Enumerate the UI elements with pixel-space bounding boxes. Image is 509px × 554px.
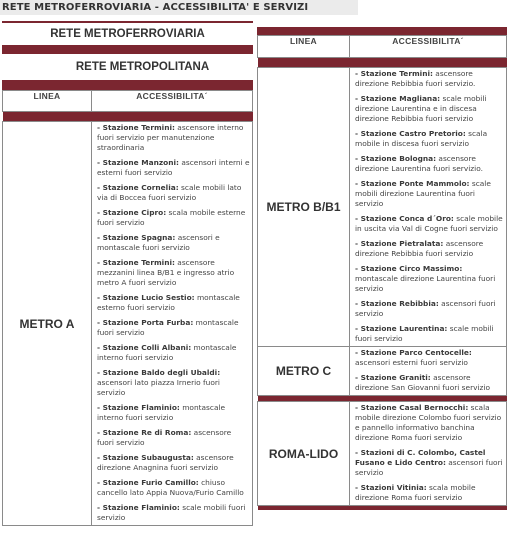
station-item xyxy=(97,258,250,288)
station-item xyxy=(97,503,250,523)
divider xyxy=(2,45,253,54)
station-status: scale mobili lato via di Boccea fuori servizio xyxy=(97,183,242,202)
station-item xyxy=(355,239,504,259)
station-item xyxy=(97,158,250,178)
station-status: montascale interno fuori servizio xyxy=(97,343,237,362)
station-name: - Stazione Termini: xyxy=(355,69,433,78)
metro-b-accessibility-list xyxy=(350,68,507,347)
station-status: chiuso cancello lato Appia Nuova/Furio Camillo xyxy=(97,478,244,497)
metro-c-accessibility-list xyxy=(350,347,507,396)
station-item xyxy=(355,483,504,503)
station-name: - Stazione Circo Massimo: xyxy=(355,264,463,273)
station-item xyxy=(97,453,250,473)
rete-metroferroviaria-heading: RETE METROFERROVIARIA xyxy=(2,23,253,45)
station-name: - Stazione Ponte Mammolo: xyxy=(355,179,470,188)
station-status: ascensori esterni fuori servizio xyxy=(355,358,468,367)
right-column xyxy=(257,27,507,510)
station-name: - Stazione Conca d´Oro: xyxy=(355,214,454,223)
station-name: - Stazione Rebibbia: xyxy=(355,299,439,308)
divider xyxy=(2,80,253,90)
station-name: - Stazione Casal Bernocchi: xyxy=(355,403,469,412)
station-item xyxy=(355,299,504,319)
station-status: scale mobile in uscita via Val di Cogne fuori servizio xyxy=(355,214,503,233)
station-name: - Stazione Magliana: xyxy=(355,94,441,103)
rete-metropolitana-heading: RETE METROPOLITANA xyxy=(2,54,253,80)
column-header-accessibilita: ACCESSIBILITA´ xyxy=(350,36,507,58)
station-item xyxy=(355,348,504,368)
station-name: - Stazione Spagna: xyxy=(97,233,176,242)
station-name: - Stazione Termini: xyxy=(97,123,175,132)
line-name-metro-c: METRO C xyxy=(258,347,350,396)
station-name: - Stazione Laurentina: xyxy=(355,324,448,333)
station-status: scale mobili direzione Laurentina e in discesa direzione Rebibbia fuori servizio xyxy=(355,94,487,123)
station-name: - Stazione Graniti: xyxy=(355,373,431,382)
divider xyxy=(257,27,507,35)
line-name-roma-lido: ROMA-LIDO xyxy=(258,402,350,506)
station-status: ascensore direzione Rebibbia fuori servizio xyxy=(355,239,484,258)
station-name: - Stazioni di C. Colombo, Castel Fusano e Lido Centro: xyxy=(355,448,486,467)
station-item xyxy=(97,183,250,203)
station-name: - Stazione Colli Albani: xyxy=(97,343,192,352)
column-header-linea: LINEA xyxy=(258,36,350,58)
station-item xyxy=(97,318,250,338)
station-status: ascensore direzione San Giovanni fuori servizio xyxy=(355,373,490,392)
roma-lido-accessibility-list xyxy=(350,402,507,506)
station-status: ascensori lato piazza Irnerio fuori servizio xyxy=(97,378,220,397)
station-name: - Stazione Bologna: xyxy=(355,154,437,163)
station-status: ascensore direzione Rebibbia fuori servizio. xyxy=(355,69,476,88)
column-header-linea: LINEA xyxy=(3,91,92,112)
line-name-metro-b: METRO B/B1 xyxy=(258,68,350,347)
station-status: montascale interno fuori servizio xyxy=(97,403,226,422)
station-name: - Stazione Baldo degli Ubaldi: xyxy=(97,368,221,377)
station-item xyxy=(355,129,504,149)
station-item xyxy=(355,373,504,393)
station-item xyxy=(97,428,250,448)
station-name: - Stazione Cornelia: xyxy=(97,183,179,192)
divider xyxy=(258,506,507,510)
page-title: RETE METROFERROVIARIA - ACCESSIBILITA' E SERVIZI xyxy=(0,0,358,15)
station-item xyxy=(355,69,504,89)
station-item xyxy=(355,94,504,124)
station-status: ascensore mezzanini linea B/B1 e ingresso atrio metro A fuori servizio xyxy=(97,258,235,287)
station-status: ascensore fuori servizio xyxy=(97,428,232,447)
station-name: - Stazione Re di Roma: xyxy=(97,428,192,437)
station-status: scale mobili fuori servizio xyxy=(355,324,494,343)
station-name: - Stazioni Vitinia: xyxy=(355,483,427,492)
station-name: - Stazione Flaminio: xyxy=(97,403,180,412)
divider xyxy=(3,112,253,122)
station-item xyxy=(355,154,504,174)
station-name: - Stazione Porta Furba: xyxy=(97,318,194,327)
station-item xyxy=(97,233,250,253)
divider xyxy=(258,58,507,68)
station-status: scala mobile direzione Roma fuori servizio xyxy=(355,483,476,502)
station-name: - Stazione Subaugusta: xyxy=(97,453,194,462)
station-status: montascale direzione Laurentina fuori servizio xyxy=(355,274,496,293)
station-item xyxy=(97,403,250,423)
station-name: - Stazione Furio Camillo: xyxy=(97,478,199,487)
station-status: ascensori fuori servizio xyxy=(355,458,503,477)
station-status: ascensori e montascale fuori servizio xyxy=(97,233,220,252)
station-item xyxy=(97,368,250,398)
station-item xyxy=(355,214,504,234)
station-name: - Stazione Parco Centocelle: xyxy=(355,348,472,357)
line-name-metro-a: METRO A xyxy=(3,122,92,526)
station-status: scale mobili direzione Laurentina fuori servizio xyxy=(355,179,491,208)
station-item xyxy=(355,264,504,294)
station-name: - Stazione Cipro: xyxy=(97,208,167,217)
station-status: scala mobile esterne fuori servizio xyxy=(97,208,246,227)
station-item xyxy=(97,478,250,498)
station-item xyxy=(355,179,504,209)
left-column xyxy=(2,21,253,526)
station-name: - Stazione Termini: xyxy=(97,258,175,267)
station-name: - Stazione Lucio Sestio: xyxy=(97,293,195,302)
station-item xyxy=(355,403,504,443)
station-item xyxy=(355,324,504,344)
metro-a-accessibility-list xyxy=(92,122,253,526)
station-item xyxy=(97,123,250,153)
station-status: ascensore direzione Laurentina fuori servizio. xyxy=(355,154,483,173)
station-status: montascale fuori servizio xyxy=(97,318,239,337)
station-status: ascensori interni e esterni fuori servizio xyxy=(97,158,250,177)
station-status: scala mobile direzione Colombo fuori servizio e pannello informativo banchina direzione Roma fuori servizio xyxy=(355,403,502,442)
station-item xyxy=(97,293,250,313)
station-status: ascensore interno fuori servizio per manutenzione straordinaria xyxy=(97,123,244,152)
station-status: montascale esterno fuori servizio xyxy=(97,293,240,312)
station-name: - Stazione Castro Pretorio: xyxy=(355,129,466,138)
column-header-accessibilita: ACCESSIBILITA´ xyxy=(92,91,253,112)
station-item xyxy=(97,343,250,363)
station-status: scala mobile in discesa fuori servizio xyxy=(355,129,488,148)
station-item xyxy=(97,208,250,228)
station-status: ascensori fuori servizio xyxy=(355,299,496,318)
station-status: ascensore direzione Anagnina fuori servizio xyxy=(97,453,234,472)
station-name: - Stazione Manzoni: xyxy=(97,158,179,167)
station-name: - Stazione Flaminio: xyxy=(97,503,180,512)
station-name: - Stazione Pietralata: xyxy=(355,239,444,248)
metro-b-c-lido-table xyxy=(257,35,507,510)
station-item xyxy=(355,448,504,478)
station-status: scale mobili fuori servizio xyxy=(97,503,246,522)
metro-a-table xyxy=(2,90,253,526)
